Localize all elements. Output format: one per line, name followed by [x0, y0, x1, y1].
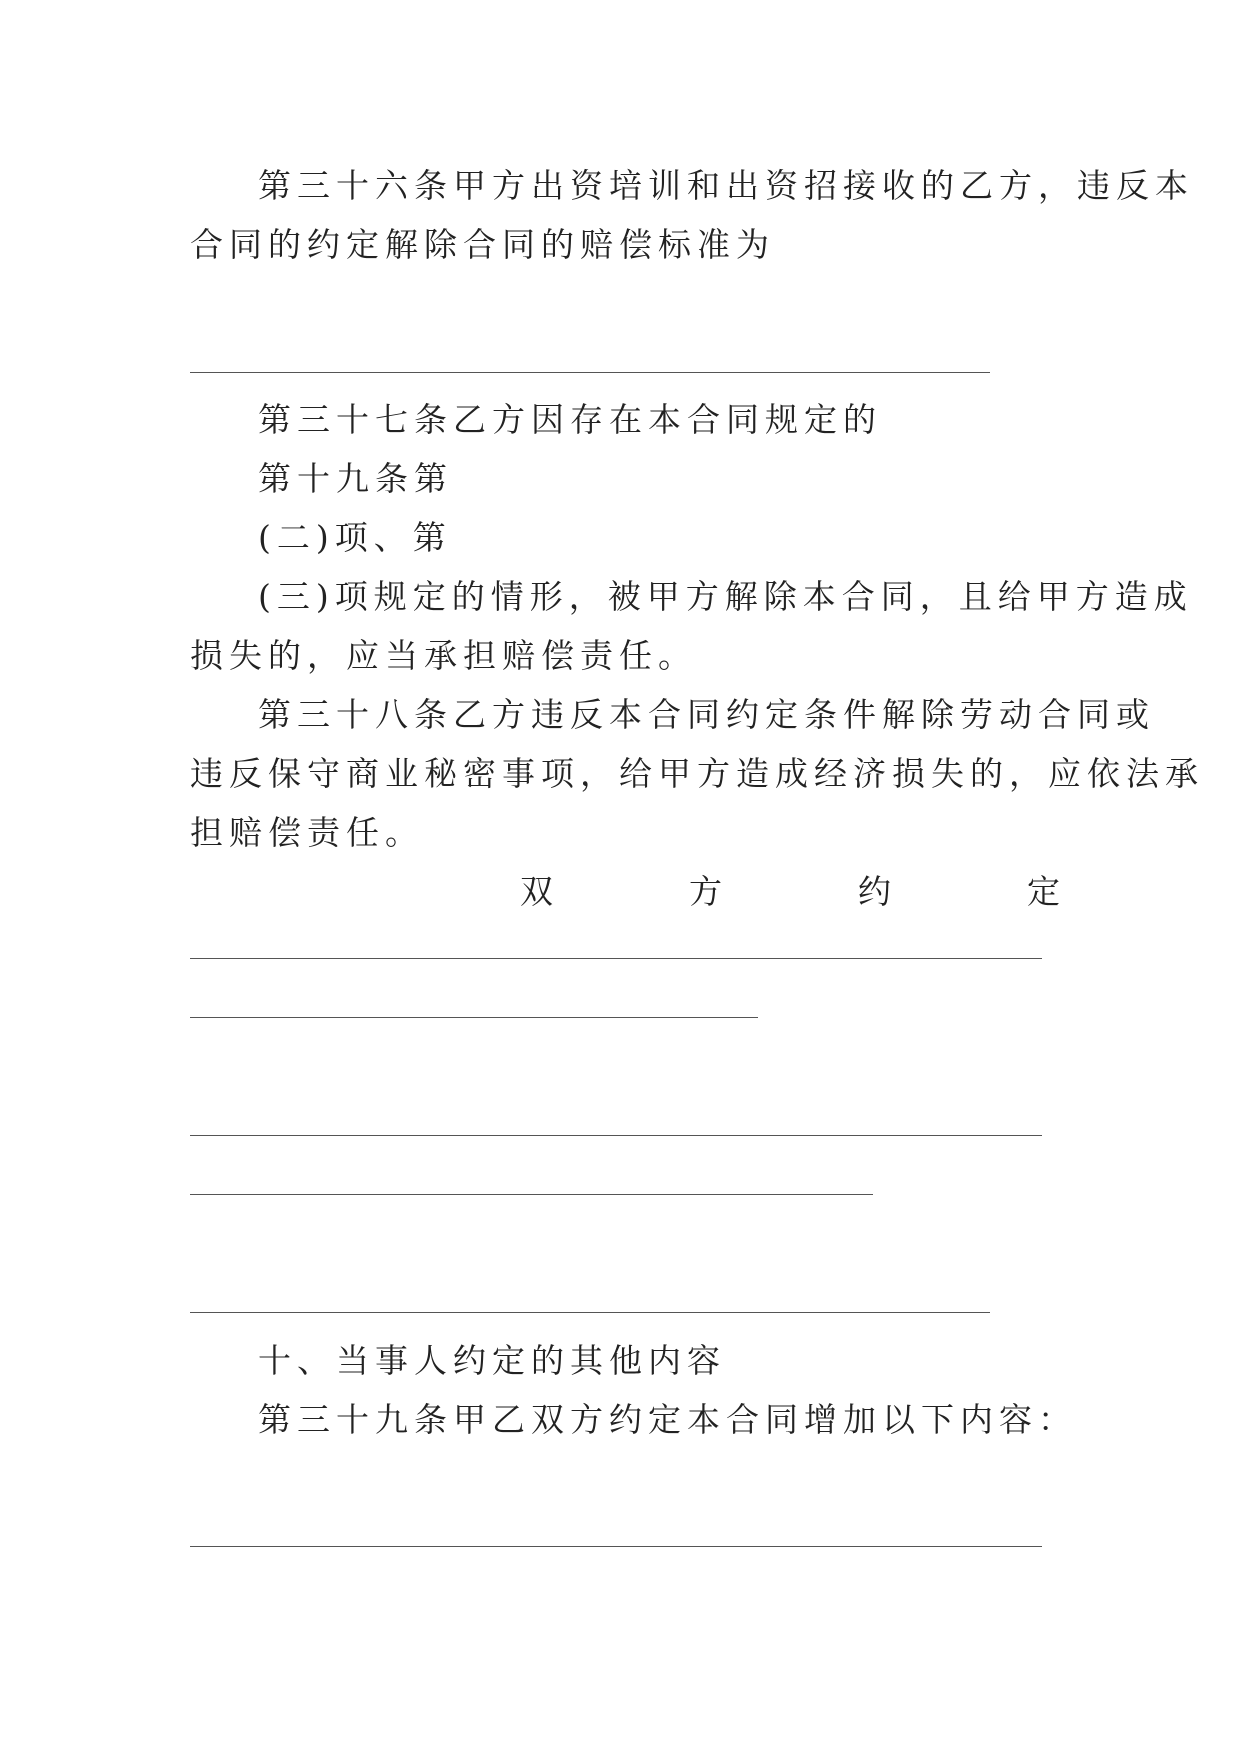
blank-fill-line — [190, 1135, 1042, 1136]
blank-fill-line — [190, 1546, 1042, 1547]
blank-fill-line — [190, 958, 1042, 959]
blank-fill-line — [190, 1312, 990, 1313]
blank-fill-line — [190, 1017, 758, 1018]
article-37-line-3: (二)项、第 — [258, 518, 452, 557]
article-37-line-5: 损失的，应当承担赔偿责任。 — [190, 636, 697, 675]
mutual-agreement-char: 双 — [520, 872, 553, 911]
article-37-line-2: 第十九条第 — [258, 459, 453, 498]
mutual-agreement-heading — [520, 872, 1060, 912]
article-38-line-3: 担赔偿责任。 — [190, 813, 424, 852]
section-10-heading: 十、当事人约定的其他内容 — [258, 1341, 726, 1380]
mutual-agreement-char: 方 — [689, 872, 722, 911]
article-36-line-1: 第三十六条甲方出资培训和出资招接收的乙方，违反本 — [258, 166, 1194, 205]
article-36-line-2: 合同的约定解除合同的赔偿标准为 — [190, 225, 775, 264]
blank-fill-line — [190, 372, 990, 373]
article-37-line-1: 第三十七条乙方因存在本合同规定的 — [258, 400, 882, 439]
mutual-agreement-char: 约 — [858, 872, 891, 911]
blank-fill-line — [190, 1194, 873, 1195]
mutual-agreement-char: 定 — [1027, 872, 1060, 911]
article-37-line-4: (三)项规定的情形，被甲方解除本合同，且给甲方造成 — [258, 577, 1193, 616]
article-39-line: 第三十九条甲乙双方约定本合同增加以下内容： — [258, 1400, 1077, 1439]
article-38-line-1: 第三十八条乙方违反本合同约定条件解除劳动合同或 — [258, 695, 1155, 734]
article-38-line-2: 违反保守商业秘密事项，给甲方造成经济损失的，应依法承 — [190, 754, 1204, 793]
